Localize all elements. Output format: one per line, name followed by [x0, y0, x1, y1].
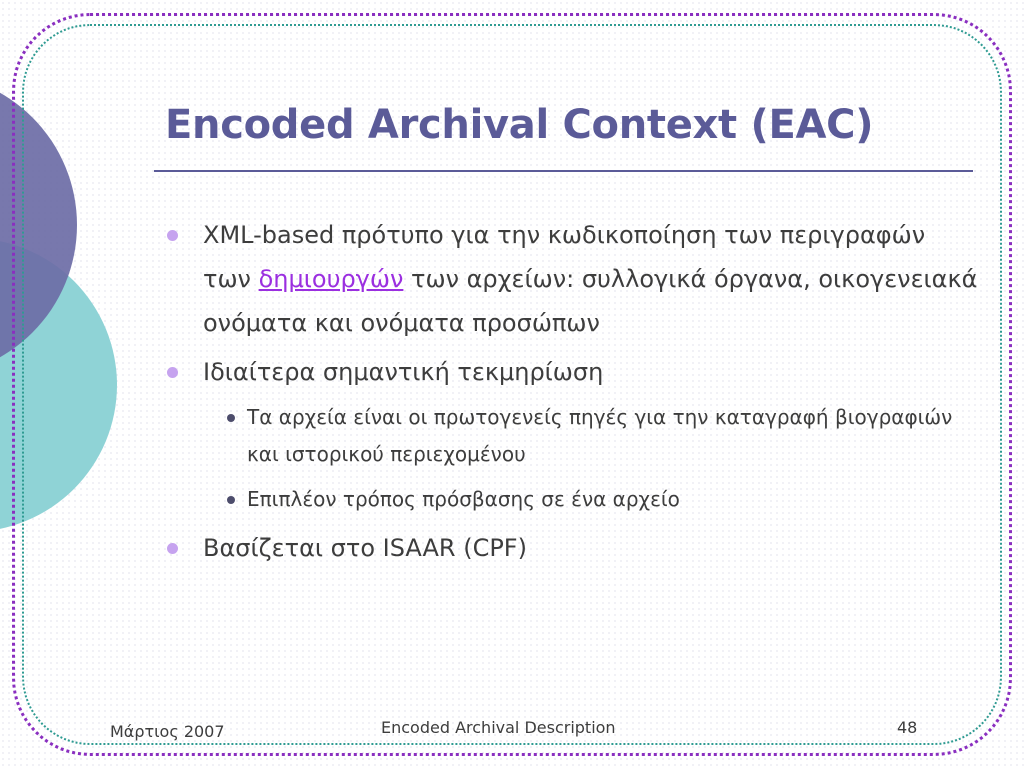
slide-title: Encoded Archival Context (EAC) — [165, 102, 874, 148]
footer-title: Encoded Archival Description — [381, 718, 616, 737]
title-underline — [154, 170, 973, 172]
bullet-item — [160, 526, 980, 570]
bullet-text: Βασίζεται στο ISAAR (CPF) — [203, 534, 527, 562]
bullet-dot-icon — [167, 367, 178, 378]
bullet-item — [160, 213, 980, 345]
sub-bullet-text: Επιπλέον τρόπος πρόσβασης σε ένα αρχείο — [247, 487, 680, 511]
bullet-text: Ιδιαίτερα σημαντική τεκμηρίωση — [203, 358, 604, 386]
bullet-dot-icon — [167, 230, 178, 241]
sub-bullet-dot-icon — [227, 496, 235, 504]
bullet-text: XML-based πρότυπο για την κωδικοποίηση των περιγραφών των δημιουργών των αρχείων: συλλογικά όργανα, οικογενειακά ονόματα και ονόματα προσώπων — [203, 221, 978, 337]
footer-date: Μάρτιος 2007 — [110, 722, 225, 741]
slide-number: 48 — [897, 718, 918, 737]
creators-link[interactable]: δημιουργών — [258, 265, 404, 293]
bullet-list — [160, 213, 980, 575]
sub-bullet-text: Τα αρχεία είναι οι πρωτογενείς πηγές για την καταγραφή βιογραφιών και ιστορικού περιεχομένου — [247, 405, 953, 466]
sub-bullet-dot-icon — [227, 414, 235, 422]
bullet-item — [160, 350, 980, 394]
bullet-dot-icon — [167, 543, 178, 554]
sub-bullet-item — [160, 399, 980, 473]
sub-bullet-item — [160, 481, 980, 518]
